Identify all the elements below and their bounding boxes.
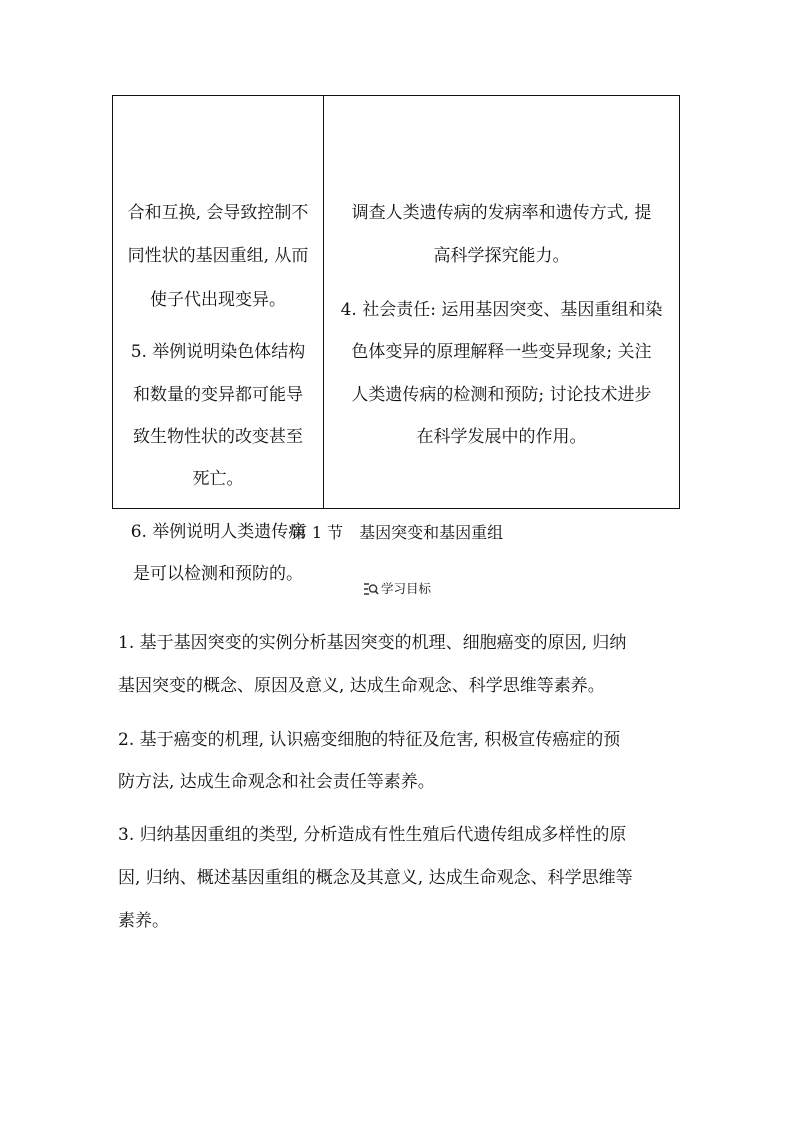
left-line: 同性状的基因重组, 从而 (127, 246, 309, 266)
left-line: 是可以检测和预防的。 (133, 564, 303, 584)
right-line: 人类遗传病的检测和预防; 讨论技术进步 (351, 385, 652, 405)
goal-line: 防方法, 达成生命观念和社会责任等素养。 (118, 772, 435, 792)
learning-goals-label: 学习目标 (380, 581, 431, 596)
left-line: 死亡。 (192, 469, 244, 489)
goal-line: 2. 基于癌变的机理, 认识癌变细胞的特征及危害, 积极宣传癌症的预 (118, 730, 621, 750)
goal-line: 基因突变的概念、原因及意义, 达成生命观念、科学思维等素养。 (118, 676, 605, 696)
right-line: 色体变异的原理解释一些变异现象; 关注 (351, 342, 652, 362)
left-line: 致生物性状的改变甚至 (133, 427, 303, 447)
learning-goals-header (0, 580, 794, 598)
table-right-column (324, 96, 679, 508)
left-line: 6. 举例说明人类遗传病 (130, 522, 306, 542)
right-line: 在科学发展中的作用。 (416, 427, 587, 447)
goal-line: 3. 归纳基因重组的类型, 分析造成有性生殖后代遗传组成多样性的原 (118, 825, 627, 845)
right-line: 4. 社会责任: 运用基因突变、基因重组和染 (340, 300, 663, 320)
goal-line: 素养。 (118, 911, 169, 931)
section-title: 第 1 节 基因突变和基因重组 (290, 523, 504, 542)
table-left-column (113, 96, 324, 584)
left-line: 5. 举例说明染色体结构 (130, 342, 306, 362)
left-line: 使子代出现变异。 (150, 290, 286, 310)
left-line: 合和互换, 会导致控制不 (127, 203, 309, 223)
magnifier-target-icon (363, 582, 379, 596)
right-line: 高科学探究能力。 (433, 246, 570, 266)
left-line: 和数量的变异都可能导 (133, 385, 303, 405)
goal-line: 1. 基于基因突变的实例分析基因突变的机理、细胞癌变的原因, 归纳 (118, 633, 627, 653)
goal-line: 因, 归纳、概述基因重组的概念及其意义, 达成生命观念、科学思维等 (118, 868, 633, 888)
right-line: 调查人类遗传病的发病率和遗传方式, 提 (351, 203, 652, 223)
